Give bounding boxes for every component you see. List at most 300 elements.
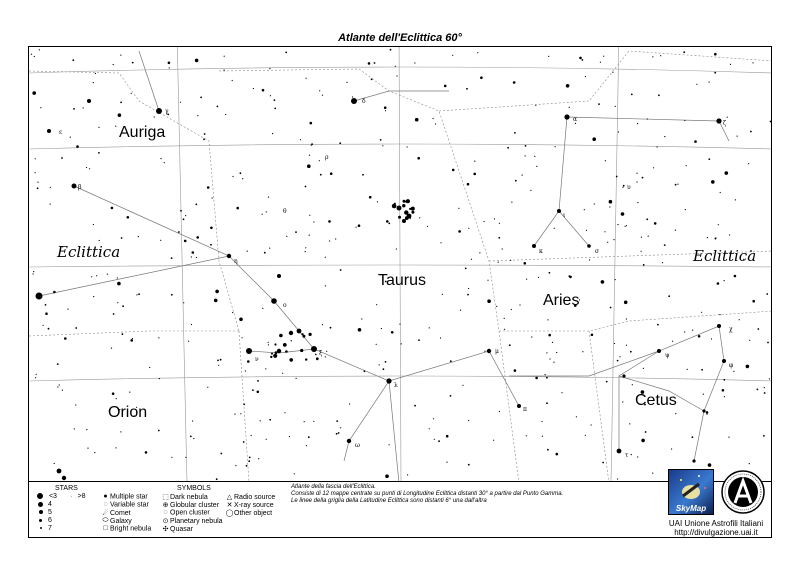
- star-label: ο: [283, 302, 287, 309]
- star: [717, 282, 720, 285]
- star: [376, 344, 377, 345]
- hyades-star: [273, 354, 277, 358]
- star: [582, 351, 583, 352]
- organization-url[interactable]: http://divulgazione.uai.it: [674, 528, 758, 537]
- pleiades-star: [404, 210, 408, 214]
- constellation-auriga: Auriga: [119, 124, 166, 141]
- legend-symbol-planetary-nebula: ⊙ Planetary nebula: [162, 517, 223, 525]
- star: [519, 304, 520, 305]
- star: [239, 318, 243, 322]
- star: [514, 81, 516, 83]
- star: [435, 123, 436, 124]
- hyades-star: [283, 343, 287, 347]
- star: [636, 173, 637, 174]
- star: [694, 140, 697, 143]
- hyades-star: [291, 340, 292, 341]
- star: [268, 342, 269, 343]
- star: [718, 224, 719, 225]
- multiple-star-icon: ●: [103, 493, 108, 500]
- star: [306, 445, 307, 446]
- star: [117, 277, 118, 278]
- star: [507, 147, 509, 149]
- star: [433, 418, 434, 419]
- star-label: υ: [627, 184, 631, 191]
- star: [552, 342, 553, 343]
- star: [371, 78, 373, 80]
- pleiades-star: [411, 211, 414, 214]
- pleiades-star: [403, 200, 406, 203]
- note-line: Atlante della fascia dell'Eclittica.: [291, 484, 376, 490]
- star-label: ρ: [325, 154, 329, 161]
- star: [93, 82, 94, 83]
- star: [364, 370, 366, 372]
- star: [386, 220, 389, 223]
- star: [487, 349, 491, 353]
- star: [525, 155, 526, 156]
- star: [53, 291, 56, 294]
- star-label: π: [523, 406, 527, 413]
- legend-symbol-open-cluster: ◌ Open cluster: [161, 509, 210, 516]
- star: [57, 469, 62, 474]
- organization-block: [660, 519, 772, 537]
- star: [687, 369, 688, 370]
- star: [735, 199, 736, 200]
- star: [511, 309, 512, 310]
- open-cluster-icon: ◌: [163, 509, 168, 516]
- star: [305, 186, 307, 188]
- star-label: θ: [283, 208, 287, 215]
- star: [692, 330, 693, 331]
- star: [180, 102, 181, 103]
- star: [561, 392, 562, 393]
- star: [335, 238, 336, 239]
- star: [185, 215, 186, 216]
- star: [748, 163, 749, 164]
- mag-dot-icon: [37, 493, 43, 499]
- star: [340, 427, 341, 428]
- star: [509, 344, 511, 346]
- star: [467, 183, 470, 186]
- star: [32, 91, 36, 95]
- star: [471, 259, 472, 260]
- star: [729, 234, 730, 235]
- star: [556, 352, 557, 353]
- star: [643, 264, 645, 266]
- star: [737, 136, 738, 137]
- star: [243, 441, 245, 443]
- legend-mag-row-5: 7: [40, 525, 52, 532]
- star: [351, 98, 357, 104]
- star: [487, 280, 488, 281]
- star: [766, 293, 768, 295]
- star: [645, 431, 647, 433]
- uai-logo[interactable]: [718, 469, 768, 515]
- star: [769, 378, 770, 379]
- legend-symbol-dark-nebula: ⬚Dark nebula: [162, 493, 208, 501]
- star: [325, 356, 326, 357]
- star: [631, 454, 632, 455]
- star: [617, 360, 619, 362]
- star: [382, 145, 383, 146]
- star: [438, 440, 440, 442]
- bright-nebula-icon: □: [103, 525, 108, 532]
- star: [304, 421, 305, 422]
- star: [504, 329, 505, 330]
- skymap-logo[interactable]: [668, 469, 714, 515]
- star: [246, 348, 252, 354]
- star: [368, 62, 371, 65]
- star: [664, 244, 666, 246]
- star: [183, 218, 185, 220]
- star: [664, 136, 665, 137]
- star: [465, 268, 467, 270]
- star: [402, 219, 406, 223]
- star: [356, 227, 357, 228]
- star: [203, 138, 205, 140]
- star: [158, 430, 160, 432]
- star: [257, 391, 260, 394]
- star: [61, 157, 63, 159]
- star: [632, 384, 633, 385]
- constellation-aries: Aries: [543, 292, 580, 309]
- star: [515, 180, 517, 182]
- star: [207, 186, 210, 189]
- legend-symbol-globular-cluster: ⊕ Globular cluster: [162, 501, 220, 509]
- star: [752, 62, 753, 63]
- star: [118, 113, 122, 117]
- star: [401, 343, 402, 344]
- star: [35, 172, 36, 173]
- star: [594, 203, 595, 204]
- star: [306, 78, 307, 79]
- star: [145, 451, 148, 454]
- star: [277, 274, 281, 278]
- star: [549, 272, 551, 274]
- star: [384, 106, 387, 109]
- star: [236, 207, 239, 210]
- star: [121, 237, 123, 239]
- star: [657, 351, 658, 352]
- star: [188, 341, 189, 342]
- star: [499, 411, 500, 412]
- star: [67, 309, 68, 310]
- pleiades-star: [392, 205, 395, 208]
- star: [616, 176, 618, 178]
- pleiades-star: [411, 207, 415, 211]
- star: [253, 88, 254, 89]
- star: [277, 349, 281, 353]
- star: [612, 72, 613, 73]
- star: [217, 106, 219, 108]
- star: [637, 202, 638, 203]
- planetary-nebula-icon: ⊙: [162, 518, 169, 525]
- star: [286, 236, 287, 237]
- star: [701, 312, 702, 313]
- xray-source-icon: ✕: [226, 502, 233, 509]
- star: [615, 106, 616, 107]
- star-label: μ: [495, 348, 499, 355]
- variable-star-icon: ◌: [103, 501, 108, 508]
- star: [289, 436, 290, 437]
- star: [57, 363, 59, 365]
- star: [614, 343, 615, 344]
- star: [621, 212, 625, 216]
- star: [117, 302, 118, 303]
- hyades-star: [275, 351, 278, 354]
- star: [111, 207, 114, 210]
- star: [514, 369, 517, 372]
- pleiades-star: [405, 216, 409, 220]
- star: [300, 139, 301, 140]
- star: [468, 464, 470, 466]
- star: [613, 239, 614, 240]
- constellation-cetus: Cetus: [635, 392, 677, 409]
- star: [227, 254, 231, 258]
- star: [654, 222, 657, 225]
- star: [526, 279, 527, 280]
- star: [427, 226, 428, 227]
- star: [545, 374, 546, 375]
- star: [243, 403, 245, 405]
- star: [642, 177, 644, 179]
- mag-tiny-icon: ·: [70, 494, 73, 500]
- star: [511, 202, 512, 203]
- star: [159, 378, 160, 379]
- star: [325, 285, 326, 286]
- star-label: ε: [59, 129, 63, 136]
- star: [487, 299, 491, 303]
- star: [34, 56, 35, 57]
- star: [617, 449, 622, 454]
- star: [484, 351, 485, 352]
- legend-symbol-xray-source: ✕ X-ray source: [226, 501, 274, 509]
- star: [658, 94, 660, 96]
- star: [325, 257, 326, 258]
- star: [35, 377, 36, 378]
- star: [657, 324, 659, 326]
- star: [309, 155, 310, 156]
- star: [675, 230, 676, 231]
- star: [750, 131, 752, 133]
- star: [395, 66, 396, 67]
- star: [160, 240, 161, 241]
- star: [617, 478, 618, 479]
- star: [582, 59, 584, 61]
- star: [458, 208, 459, 209]
- quasar-icon: ✣: [162, 526, 169, 533]
- uai-emblem-icon: [718, 469, 768, 515]
- star: [675, 413, 676, 414]
- star: [714, 53, 717, 56]
- star: [609, 200, 613, 204]
- star: [376, 304, 377, 305]
- star: [117, 282, 121, 286]
- star: [336, 420, 338, 422]
- star: [285, 350, 288, 353]
- star: [180, 210, 182, 212]
- star: [496, 306, 497, 307]
- star-label: ν: [255, 356, 259, 363]
- star: [557, 209, 561, 213]
- star: [210, 244, 212, 246]
- star: [415, 118, 419, 122]
- star: [379, 364, 380, 365]
- star: [131, 93, 132, 94]
- star: [232, 80, 233, 81]
- star: [419, 217, 420, 218]
- star: [554, 228, 555, 229]
- star: [504, 318, 505, 319]
- star: [271, 298, 277, 304]
- star: [442, 294, 443, 295]
- star: [468, 420, 469, 421]
- star: [715, 237, 716, 238]
- star: [215, 290, 219, 294]
- galaxy-icon: ⬭: [102, 517, 109, 524]
- hyades-star: [279, 334, 283, 338]
- star: [569, 107, 570, 108]
- star: [388, 476, 389, 477]
- note-line: Le linee della griglia della Latitudine Eclittica sono distanti 6° una dall'altra: [291, 498, 487, 504]
- star: [643, 368, 644, 369]
- hyades-star: [309, 333, 312, 336]
- hyades-star: [270, 356, 272, 358]
- star: [541, 421, 542, 422]
- comet-icon: ☄: [102, 510, 109, 517]
- star: [535, 377, 538, 380]
- star: [396, 248, 397, 249]
- star: [499, 223, 500, 224]
- star: [171, 457, 172, 458]
- star: [272, 133, 273, 134]
- star-label: χ: [729, 326, 733, 333]
- star: [362, 174, 364, 176]
- star: [662, 262, 663, 263]
- star: [336, 433, 338, 435]
- star: [652, 56, 653, 57]
- star: [62, 476, 66, 480]
- hyades-star: [271, 353, 273, 355]
- mag-dot-icon: [39, 510, 43, 514]
- mag-dot-icon: [40, 527, 42, 529]
- star: [757, 328, 759, 330]
- note-line: Consiste di 12 mappe centrate su punti di Longitudine Eclittica distanti 30° a partire dal Punto Gamma.: [291, 491, 564, 497]
- star: [192, 420, 193, 421]
- star: [113, 64, 114, 65]
- star: [641, 237, 642, 238]
- star-label: ω: [355, 442, 360, 449]
- legend-symbol-variable-star: ◌ Variable star: [101, 501, 149, 508]
- star: [569, 276, 572, 279]
- star: [617, 224, 618, 225]
- star: [446, 435, 449, 438]
- atlas-title: Atlante dell'Eclittica 60°: [28, 30, 772, 47]
- star: [637, 123, 638, 124]
- star: [37, 187, 39, 189]
- star: [381, 328, 382, 329]
- star: [397, 206, 402, 211]
- star: [605, 160, 606, 161]
- star: [374, 62, 376, 64]
- star: [711, 338, 712, 339]
- star: [319, 160, 320, 161]
- star: [98, 127, 99, 128]
- star: [701, 369, 703, 371]
- star: [156, 108, 162, 114]
- star: [696, 84, 697, 85]
- star: [433, 118, 434, 119]
- star: [625, 226, 626, 227]
- star: [722, 389, 725, 392]
- star: [86, 429, 87, 430]
- star: [260, 420, 261, 421]
- star: [466, 88, 468, 90]
- star-label: κ: [539, 248, 543, 255]
- star: [692, 436, 694, 438]
- hyades-star: [315, 354, 317, 356]
- star: [414, 405, 416, 407]
- star: [586, 230, 587, 231]
- star: [757, 389, 759, 391]
- star: [474, 161, 475, 162]
- star: [727, 117, 728, 118]
- star: [522, 175, 523, 176]
- ecliptic-label-left: Eclittica: [57, 243, 121, 261]
- star-label: ξ: [319, 350, 323, 357]
- star: [591, 334, 594, 337]
- star: [452, 169, 455, 172]
- star: [547, 449, 549, 451]
- star: [525, 145, 527, 147]
- star: [264, 252, 266, 254]
- star: [626, 318, 627, 319]
- star: [86, 167, 87, 168]
- star: [460, 310, 461, 311]
- legend-mag-row-2: 4: [38, 501, 52, 508]
- star: [113, 313, 115, 315]
- star: [388, 223, 390, 225]
- star: [452, 55, 453, 56]
- star: [120, 431, 121, 432]
- star: [369, 196, 372, 199]
- hyades-star: [300, 349, 303, 352]
- star: [50, 187, 51, 188]
- star: [90, 101, 91, 102]
- star: [564, 114, 569, 119]
- star: [47, 129, 51, 133]
- star: [33, 273, 34, 274]
- star: [129, 392, 130, 393]
- constellation-taurus: Taurus: [378, 272, 427, 289]
- star: [624, 301, 628, 305]
- star: [329, 240, 330, 241]
- star: [322, 324, 323, 325]
- star: [390, 49, 392, 51]
- star: [184, 240, 187, 243]
- star: [629, 423, 630, 424]
- star: [764, 392, 766, 394]
- star: [440, 242, 441, 243]
- star: [692, 459, 695, 462]
- star: [216, 478, 218, 480]
- star: [589, 259, 590, 260]
- star: [36, 374, 37, 375]
- star-label: γ: [165, 108, 169, 115]
- star: [668, 295, 670, 297]
- atlas-notes: [291, 484, 671, 505]
- star: [592, 137, 596, 141]
- star: [195, 59, 199, 63]
